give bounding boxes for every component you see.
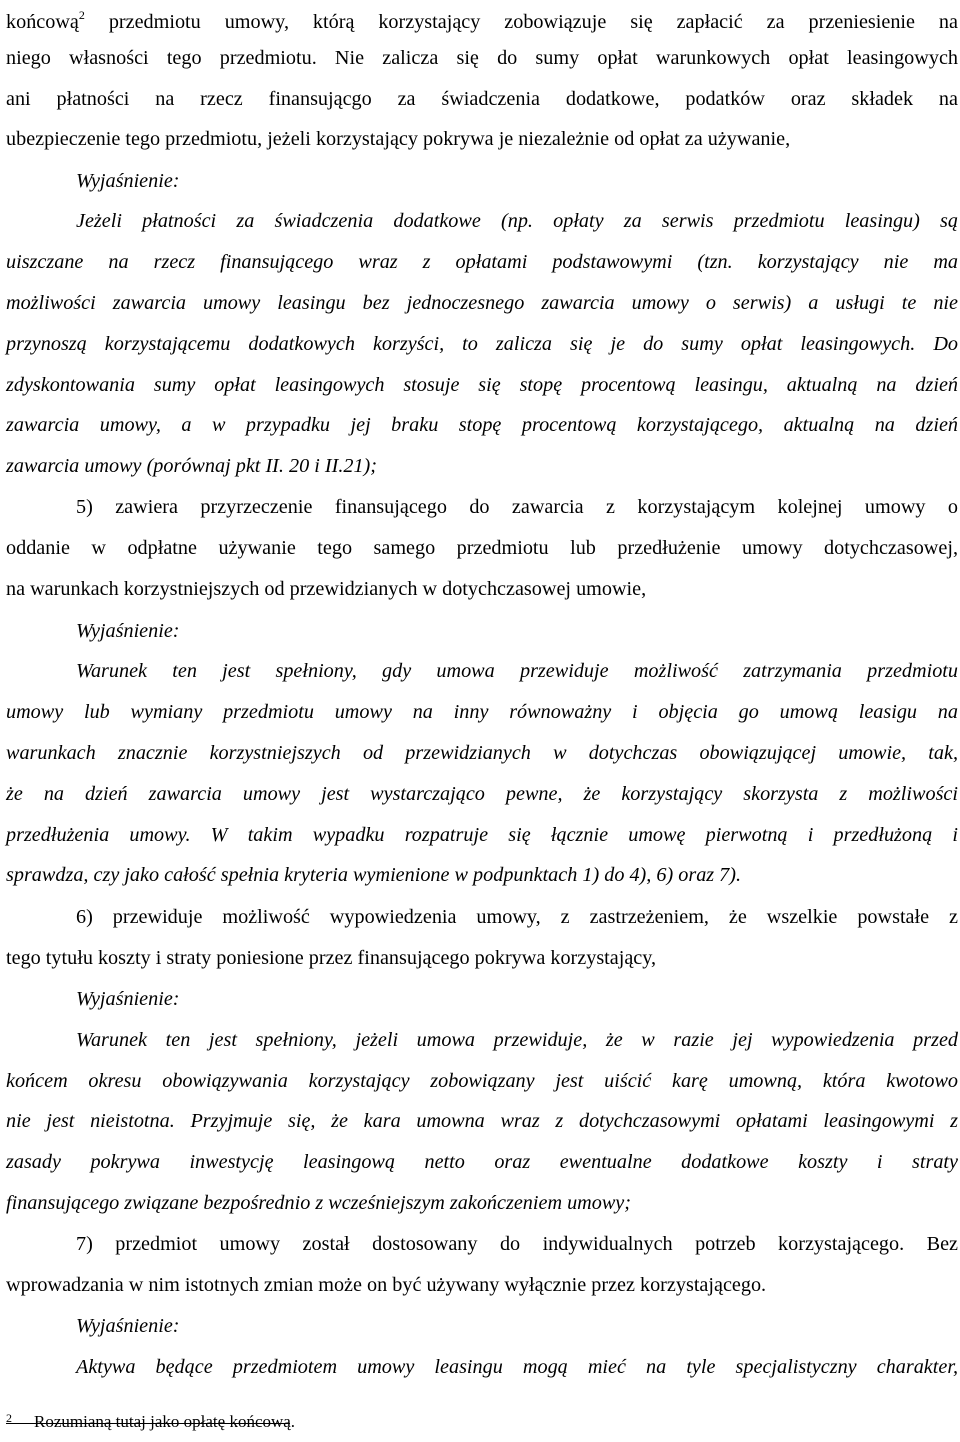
explanation-line: Warunek ten jest spełniony, jeżeli umowa przewiduje, że w razie jej wypowiedzenia przed: [76, 1029, 958, 1051]
explanation-line: zawarcia umowy (porównaj pkt II. 20 i II.21);: [6, 455, 377, 477]
text-span: końcową: [6, 11, 79, 33]
explanation-line: Aktywa będące przedmiotem umowy leasingu mogą mieć na tyle specjalistyczny charakter,: [76, 1356, 958, 1378]
explanation-line: umowy lub wymiany przedmiotu umowy na inny równoważny i objęcia go umową leasigu na: [6, 701, 958, 723]
explanation-line: finansującego związane bezpośrednio z wcześniejszym zakończeniem umowy;: [6, 1192, 631, 1214]
text-span: przedmiotu umowy, którą korzystający zobowiązuje się zapłacić za przeniesienie na: [84, 11, 958, 33]
paragraph-line: 5) zawiera przyrzeczenie finansującego do zawarcia z korzystającym kolejnej umowy o: [76, 496, 958, 518]
paragraph-line: tego tytułu koszty i straty poniesione przez finansującego pokrywa korzystający,: [6, 947, 657, 969]
explanation-line: możliwości zawarcia umowy leasingu bez jednoczesnego zawarcia umowy o serwis) a usługi te nie: [6, 292, 958, 314]
paragraph-line: 6) przewiduje możliwość wypowiedzenia umowy, z zastrzeżeniem, że wszelkie powstałe z: [76, 906, 958, 928]
explanation-line: uiszczane na rzecz finansującego wraz z opłatami podstawowymi (tzn. korzystający nie ma: [6, 251, 958, 273]
paragraph-line: [6, 10, 958, 34]
footnote-number: 2: [6, 1411, 12, 1425]
explanation-line: sprawdza, czy jako całość spełnia kryteria wymienione w podpunktach 1) do 4), 6) oraz 7).: [6, 864, 742, 886]
explanation-heading: Wyjaśnienie:: [76, 988, 180, 1010]
paragraph-line: oddanie w odpłatne używanie tego samego przedmiotu lub przedłużenie umowy dotychczasowej,: [6, 537, 958, 559]
explanation-heading: Wyjaśnienie:: [76, 1315, 180, 1337]
explanation-line: końcem okresu obowiązywania korzystający zobowiązany jest uiścić karę umowną, która kwotowo: [6, 1070, 958, 1092]
explanation-line: zasady pokrywa inwestycję leasingową netto oraz ewentualne dodatkowe koszty i straty: [6, 1151, 958, 1173]
explanation-line: nie jest nieistotna. Przyjmuje się, że kara umowna wraz z dotychczasowymi opłatami leasingowymi z: [6, 1110, 958, 1132]
explanation-line: przedłużenia umowy. W takim wypadku rozpatruje się łącznie umowę pierwotną i przedłużoną i: [6, 824, 958, 846]
explanation-heading: Wyjaśnienie:: [76, 620, 180, 642]
paragraph-line: na warunkach korzystniejszych od przewidzianych w dotychczasowej umowie,: [6, 578, 647, 600]
footnote-text: Rozumianą tutaj jako opłatę końcową.: [34, 1412, 296, 1431]
paragraph-line: 7) przedmiot umowy został dostosowany do indywidualnych potrzeb korzystającego. Bez: [76, 1233, 958, 1255]
explanation-line: że na dzień zawarcia umowy jest wystarczająco pewne, że korzystający skorzysta z możliwości: [6, 783, 958, 805]
explanation-line: Jeżeli płatności za świadczenia dodatkowe (np. opłaty za serwis przedmiotu leasingu) są: [76, 210, 958, 232]
explanation-line: Warunek ten jest spełniony, gdy umowa przewiduje możliwość zatrzymania przedmiotu: [76, 660, 958, 682]
paragraph-line: ubezpieczenie tego przedmiotu, jeżeli korzystający pokrywa je niezależnie od opłat za używanie,: [6, 128, 791, 150]
paragraph-line: ani płatności na rzecz finansującgo za świadczenia dodatkowe, podatków oraz składek na: [6, 88, 958, 110]
explanation-heading: Wyjaśnienie:: [76, 170, 180, 192]
explanation-line: przynoszą korzystającemu dodatkowych korzyści, to zalicza się je do sumy opłat leasingowych. Do: [6, 333, 958, 355]
paragraph-line: wprowadzania w nim istotnych zmian może on być używany wyłącznie przez korzystającego.: [6, 1274, 767, 1296]
explanation-line: zdyskontowania sumy opłat leasingowych stosuje się stopę procentową leasingu, aktualną na dzień: [6, 374, 958, 396]
explanation-line: warunkach znacznie korzystniejszych od przewidzianych w dotychczas obowiązującej umowie, tak,: [6, 742, 958, 764]
explanation-line: zawarcia umowy, a w przypadku jej braku stopę procentową korzystającego, aktualną na dzień: [6, 414, 958, 436]
paragraph-line: niego własności tego przedmiotu. Nie zalicza się do sumy opłat warunkowych opłat leasingowych: [6, 47, 958, 69]
footnote-reference: 2: [78, 8, 85, 22]
